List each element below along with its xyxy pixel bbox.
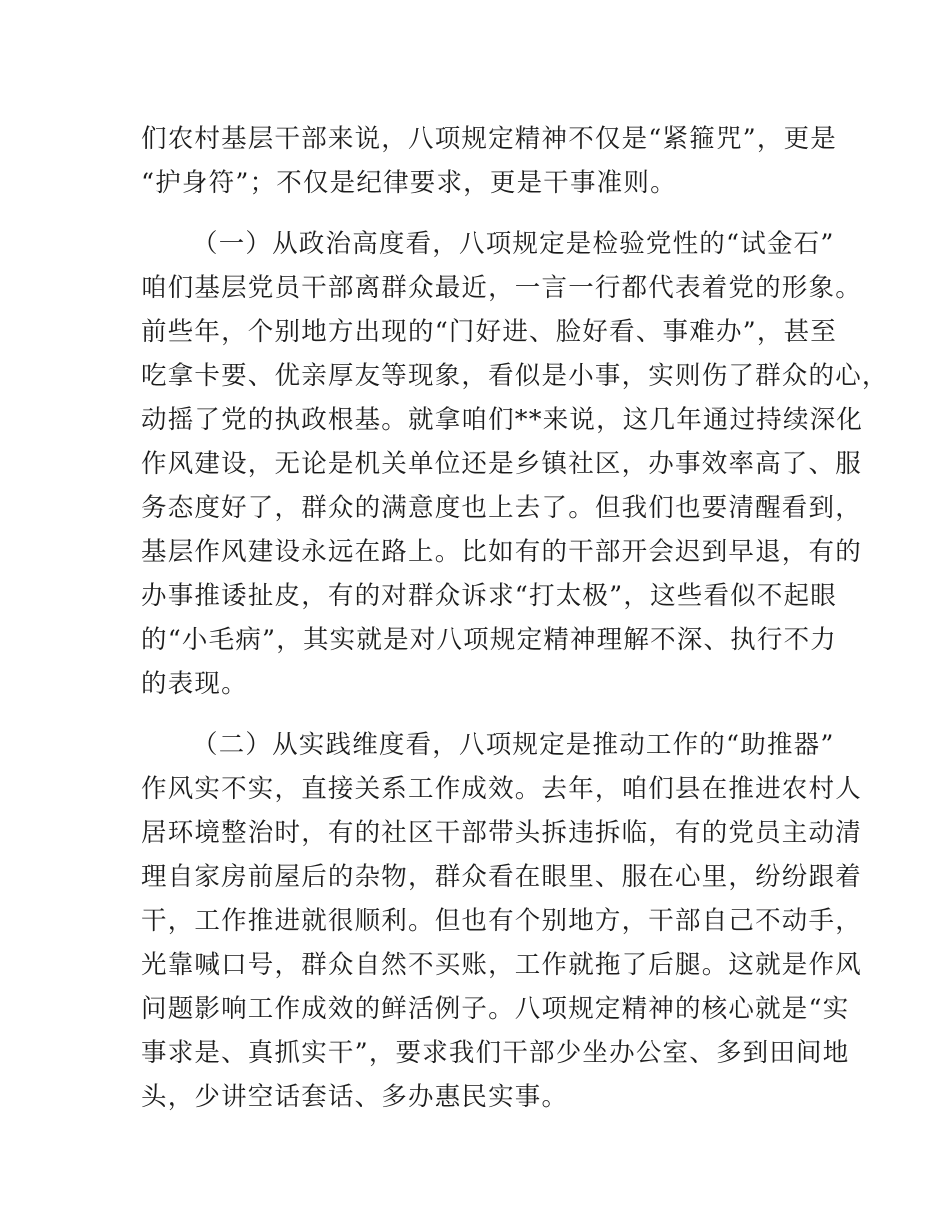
section-two: [141, 723, 862, 1119]
section-heading: （二）从实践维度看，八项规定是推动工作的“助推器”: [192, 730, 835, 760]
body-line: 前些年，个别地方出现的“门好进、脸好看、事难办”，甚至: [141, 317, 837, 347]
body-line: 吃拿卡要、优亲厚友等现象，看似是小事，实则伤了群众的心，: [141, 361, 889, 391]
section-one: [141, 222, 889, 706]
body-line: “护身符”；不仅是纪律要求，更是干事准则。: [141, 168, 677, 198]
body-line: 作风实不实，直接关系工作成效。去年，咱们县在推进农村人: [141, 774, 862, 804]
body-line: 居环境整治时，有的社区干部带头拆违拆临，有的党员主动清: [141, 818, 862, 848]
body-line: 光靠喊口号，群众自然不买账，工作就拖了后腿。这就是作风: [141, 950, 862, 980]
body-line: 的表现。: [141, 669, 248, 699]
body-line: 干，工作推进就很顺利。但也有个别地方，干部自己不动手，: [141, 906, 862, 936]
intro-paragraph: [141, 117, 837, 205]
body-line: 基层作风建设永远在路上。比如有的干部开会迟到早退，有的: [141, 537, 862, 567]
body-line: 事求是、真抓实干”，要求我们干部少坐办公室、多到田间地: [141, 1038, 850, 1068]
body-line: 办事推诿扯皮，有的对群众诉求“打太极”，这些看似不起眼: [141, 581, 837, 611]
body-line: 咱们基层党员干部离群众最近，一言一行都代表着党的形象。: [141, 273, 862, 303]
body-line: 头，少讲空话套话、多办惠民实事。: [141, 1082, 569, 1112]
body-line: 们农村基层干部来说，八项规定精神不仅是“紧箍咒”，更是: [141, 124, 837, 154]
body-line: 的“小毛病”，其实就是对八项规定精神理解不深、执行不力: [141, 625, 837, 655]
body-line: 问题影响工作成效的鲜活例子。八项规定精神的核心就是“实: [141, 994, 850, 1024]
section-heading: （一）从政治高度看，八项规定是检验党性的“试金石”: [192, 229, 835, 259]
document-body: [141, 117, 889, 1119]
body-line: 务态度好了，群众的满意度也上去了。但我们也要清醒看到，: [141, 493, 862, 523]
body-line: 动摇了党的执政根基。就拿咱们**来说，这几年通过持续深化: [141, 405, 864, 435]
body-line: 作风建设，无论是机关单位还是乡镇社区，办事效率高了、服: [141, 449, 862, 479]
body-line: 理自家房前屋后的杂物，群众看在眼里、服在心里，纷纷跟着: [141, 862, 862, 892]
